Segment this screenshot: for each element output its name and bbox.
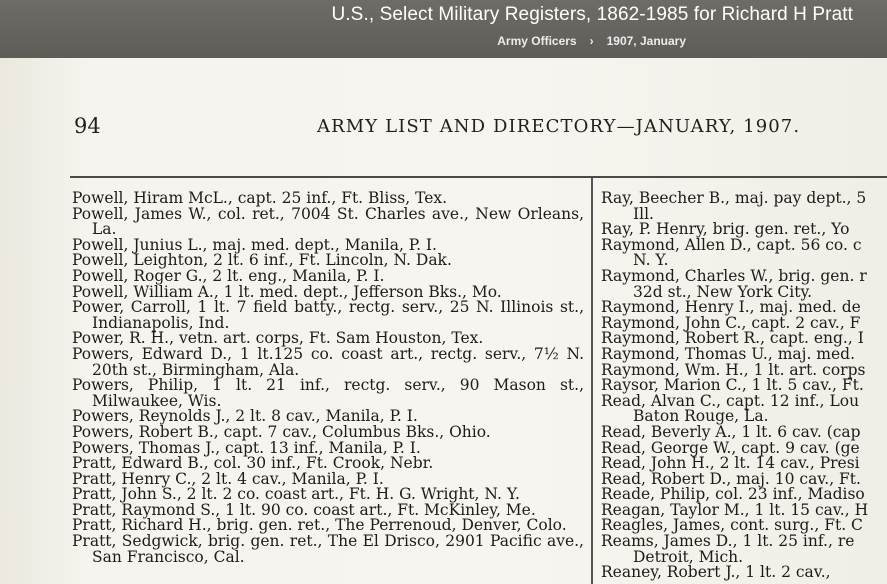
directory-entry: Reaney, Robert J., 1 lt. 2 cav.,	[601, 563, 831, 582]
right-column	[601, 191, 887, 581]
directory-entry: Detroit, Mich.	[633, 547, 744, 566]
directory-entry: Read, Beverly A., 1 lt. 6 cav. (cap	[601, 422, 861, 441]
directory-entry: Raymond, Henry I., maj. med. de	[601, 298, 861, 317]
directory-entry: Raymond, John C., capt. 2 cav., F	[601, 313, 861, 332]
directory-entry: Power, Carroll, 1 lt. 7 field batty., rectg. serv., 25 N. Illinois st., Indianapolis, Ind.	[72, 298, 584, 332]
directory-entry: Raymond, Robert R., capt. eng., I	[601, 329, 864, 348]
directory-entry: Powers, Philip, 1 lt. 21 inf., rectg. serv., 90 Mason st., Milwaukee, Wis.	[72, 376, 584, 410]
directory-entry: Read, John H., 2 lt. 14 cav., Presi	[601, 454, 860, 473]
breadcrumb-item-date[interactable]: 1907, January	[606, 34, 686, 48]
directory-entry: Powers, Robert B., capt. 7 cav., Columbus Bks., Ohio.	[72, 422, 491, 441]
header-bar	[0, 0, 887, 58]
directory-entry: Powell, Hiram McL., capt. 25 inf., Ft. Bliss, Tex.	[72, 189, 448, 207]
directory-entry: Pratt, Raymond S., 1 lt. 90 co. coast art., Ft. McKinley, Me.	[72, 500, 536, 519]
directory-entry: Pratt, John S., 2 lt. 2 co. coast art., Ft. H. G. Wright, N. Y.	[72, 485, 520, 504]
column-divider	[591, 178, 593, 584]
chevron-right-icon: ›	[589, 34, 594, 48]
directory-entry: Read, George W., capt. 9 cav. (ge	[601, 438, 860, 457]
directory-entry: Reade, Philip, col. 23 inf., Madiso	[601, 485, 865, 504]
directory-entry: Ray, P. Henry, brig. gen. ret., Yo	[601, 220, 850, 239]
document-image[interactable]	[0, 58, 887, 584]
header-rule	[70, 176, 887, 178]
directory-entry: Baton Rouge, La.	[633, 407, 769, 426]
directory-entry: Reagles, James, cont. surg., Ft. C	[601, 516, 863, 535]
directory-entry: Power, R. H., vetn. art. corps, Ft. Sam Houston, Tex.	[72, 329, 484, 348]
breadcrumb	[497, 34, 686, 48]
directory-entry: Powell, Leighton, 2 lt. 6 inf., Ft. Lincoln, N. Dak.	[72, 251, 452, 270]
directory-entry: Raymond, Allen D., capt. 56 co. c	[601, 235, 862, 254]
directory-entry: Ray, Beecher B., maj. pay dept., 5	[601, 189, 867, 207]
directory-entry: Raymond, Wm. H., 1 lt. art. corps	[601, 360, 866, 379]
directory-entry: Ill.	[633, 204, 654, 223]
directory-entry: Powers, Edward D., 1 lt.125 co. coast art., rectg. serv., 7½ N. 20th st., Birmingham, Ala.	[72, 344, 584, 379]
directory-entry: Powell, Roger G., 2 lt. eng., Manila, P. I.	[72, 266, 385, 285]
running-head: ARMY LIST AND DIRECTORY—JANUARY, 1907.	[317, 116, 801, 137]
record-title: U.S., Select Military Registers, 1862-1985 for Richard H Pratt	[331, 4, 853, 25]
directory-entry: Raymond, Charles W., brig. gen. r	[601, 266, 867, 285]
directory-entry: Pratt, Henry C., 2 lt. 4 cav., Manila, P. I.	[72, 469, 384, 488]
directory-entry: Raymond, Thomas U., maj. med.	[601, 344, 856, 363]
directory-entry: Read, Robert D., maj. 10 cav., Ft.	[601, 469, 861, 488]
page-number: 94	[74, 114, 101, 138]
breadcrumb-item-collection[interactable]: Army Officers	[497, 34, 577, 48]
directory-entry: Powers, Reynolds J., 2 lt. 8 cav., Manila, P. I.	[72, 407, 418, 426]
directory-entry: 32d st., New York City.	[633, 282, 813, 301]
directory-entry: Powell, Junius L., maj. med. dept., Manila, P. I.	[72, 235, 437, 254]
directory-entry: Powell, James W., col. ret., 7004 St. Charles ave., New Orleans, La.	[72, 204, 584, 239]
directory-entry: Read, Alvan C., capt. 12 inf., Lou	[601, 391, 860, 410]
left-column	[72, 191, 584, 565]
directory-entry: Reams, James D., 1 lt. 25 inf., re	[601, 532, 855, 551]
directory-entry: Reagan, Taylor M., 1 lt. 15 cav., H	[601, 500, 869, 519]
directory-entry: Powell, William A., 1 lt. med. dept., Jefferson Bks., Mo.	[72, 282, 502, 301]
directory-entry: Pratt, Sedgwick, brig. gen. ret., The El Drisco, 2901 Pacific ave., San Francisco, Cal.	[72, 532, 584, 566]
directory-entry: Raysor, Marion C., 1 lt. 5 cav., Ft.	[601, 376, 864, 395]
directory-entry: Pratt, Richard H., brig. gen. ret., The Perrenoud, Denver, Colo.	[72, 516, 567, 535]
directory-entry: Powers, Thomas J., capt. 13 inf., Manila, P. I.	[72, 438, 421, 457]
directory-entry: Pratt, Edward B., col. 30 inf., Ft. Crook, Nebr.	[72, 454, 434, 473]
directory-entry: N. Y.	[633, 251, 669, 270]
